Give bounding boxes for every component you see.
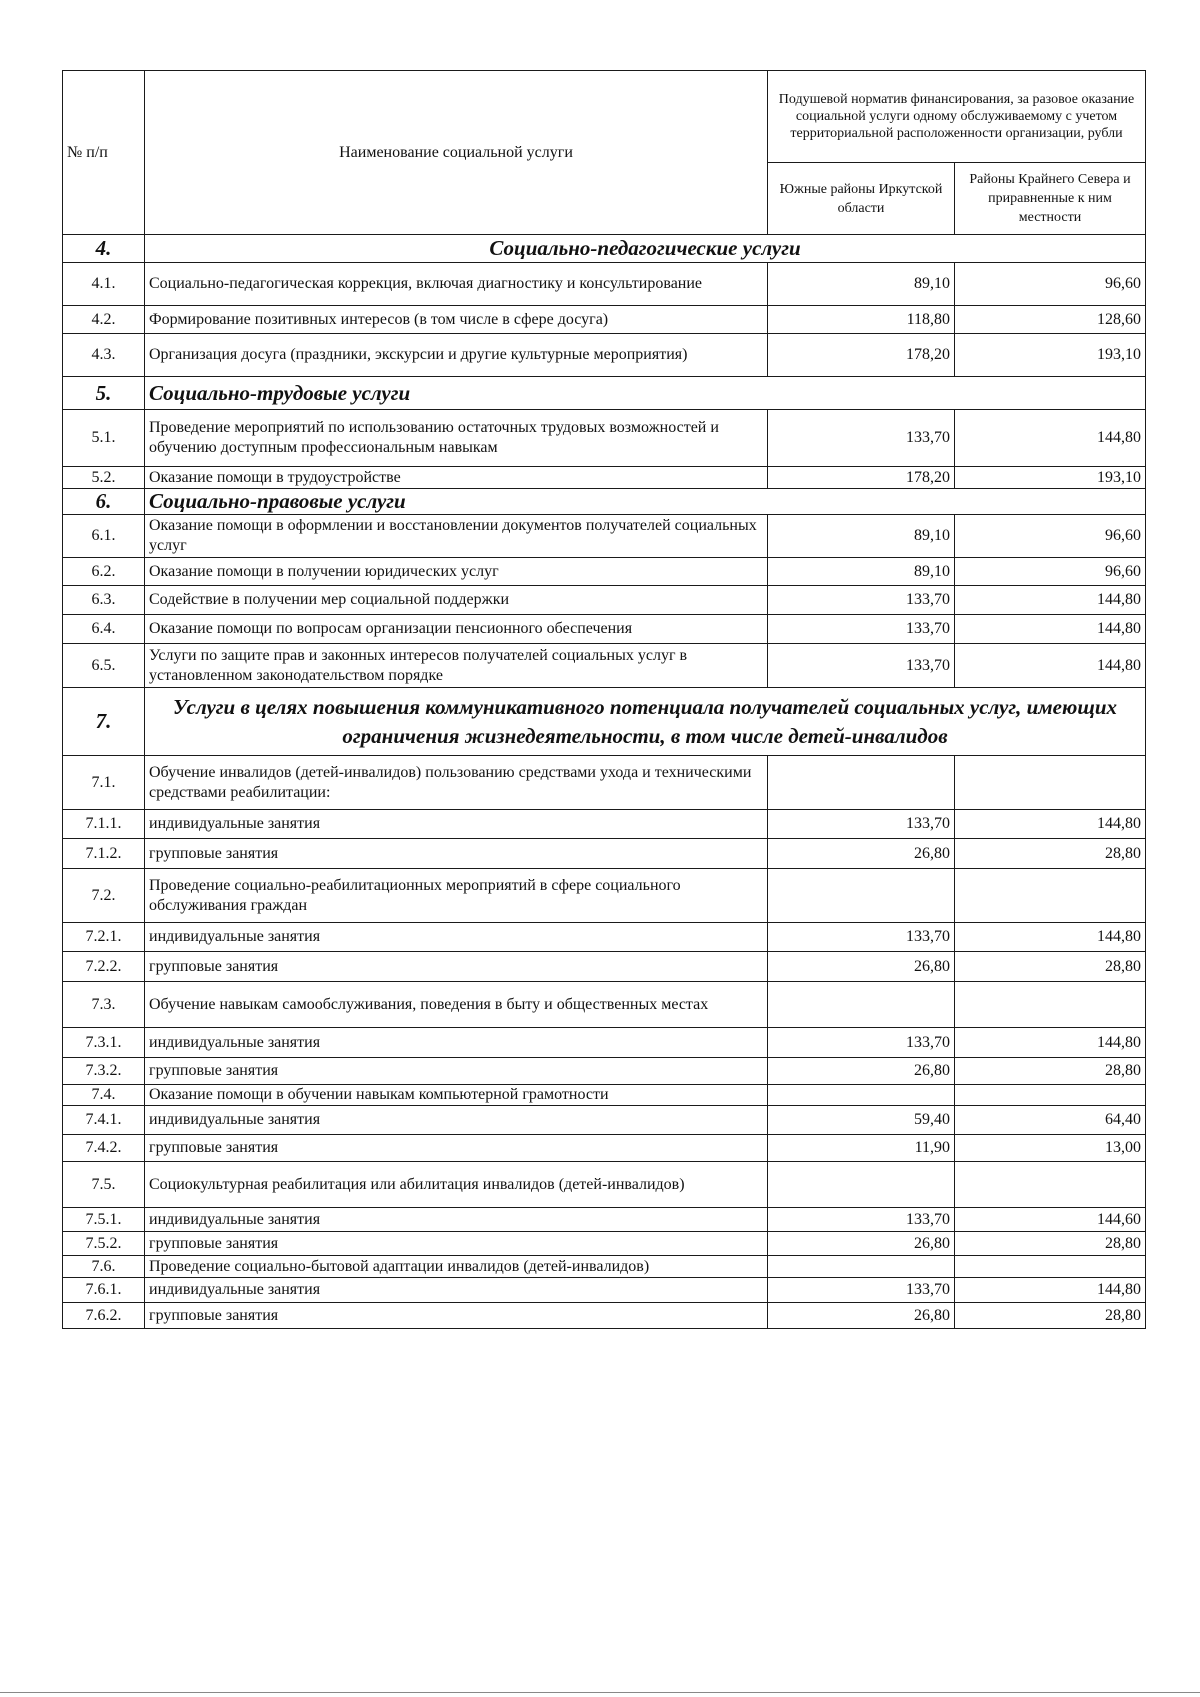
row-service-name: Оказание помощи в трудоустройстве — [145, 467, 768, 489]
row-number: 7.1.1. — [63, 810, 145, 839]
row-number: 4.3. — [63, 334, 145, 377]
row-value-south: 89,10 — [768, 558, 955, 586]
row-value-north — [955, 1085, 1146, 1106]
row-value-south: 26,80 — [768, 1232, 955, 1256]
section-title: Услуги в целях повышения коммуникативного потенциала получателей социальных услуг, имеющих ограничения жизнедеятельности, в том числе детей-инвалидов — [145, 688, 1146, 756]
row-service-name: Оказание помощи в обучении навыкам компьютерной грамотности — [145, 1085, 768, 1106]
row-number: 7.1. — [63, 756, 145, 810]
row-number: 4.2. — [63, 306, 145, 334]
table-row — [63, 586, 1146, 615]
table-body — [63, 235, 1146, 1329]
row-value-north: 144,80 — [955, 615, 1146, 644]
row-value-north: 193,10 — [955, 467, 1146, 489]
table-row — [63, 952, 1146, 982]
table-row — [63, 1208, 1146, 1232]
row-value-north: 128,60 — [955, 306, 1146, 334]
row-value-south: 118,80 — [768, 306, 955, 334]
row-value-south: 178,20 — [768, 334, 955, 377]
table-row — [63, 263, 1146, 306]
row-number: 6.1. — [63, 515, 145, 558]
row-value-north: 28,80 — [955, 1232, 1146, 1256]
row-value-north — [955, 869, 1146, 923]
row-value-south: 133,70 — [768, 644, 955, 688]
section-title: Социально-педагогические услуги — [145, 235, 1146, 263]
row-value-south: 133,70 — [768, 923, 955, 952]
section-number: 4. — [63, 235, 145, 263]
row-number: 7.3. — [63, 982, 145, 1028]
table-row — [63, 467, 1146, 489]
table-row — [63, 810, 1146, 839]
row-value-south: 133,70 — [768, 1028, 955, 1058]
row-number: 7.6.2. — [63, 1303, 145, 1329]
row-number: 7.2.1. — [63, 923, 145, 952]
row-service-name: групповые занятия — [145, 1058, 768, 1085]
table-row — [63, 410, 1146, 467]
row-value-north — [955, 756, 1146, 810]
row-service-name: индивидуальные занятия — [145, 923, 768, 952]
row-value-south: 133,70 — [768, 1278, 955, 1303]
row-number: 7.2.2. — [63, 952, 145, 982]
row-number: 7.5.2. — [63, 1232, 145, 1256]
row-value-north: 13,00 — [955, 1135, 1146, 1162]
header-north: Районы Крайнего Севера и приравненные к ним местности — [955, 163, 1146, 235]
row-value-south: 26,80 — [768, 1303, 955, 1329]
row-service-name: Услуги по защите прав и законных интересов получателей социальных услуг в установленном законодательством порядке — [145, 644, 768, 688]
row-service-name: Социокультурная реабилитация или абилитация инвалидов (детей-инвалидов) — [145, 1162, 768, 1208]
row-value-north: 144,60 — [955, 1208, 1146, 1232]
row-number: 7.3.2. — [63, 1058, 145, 1085]
row-value-south — [768, 1162, 955, 1208]
row-value-north: 144,80 — [955, 1028, 1146, 1058]
row-value-south: 133,70 — [768, 810, 955, 839]
row-number: 7.2. — [63, 869, 145, 923]
row-service-name: групповые занятия — [145, 1232, 768, 1256]
header-name: Наименование социальной услуги — [145, 71, 768, 235]
row-service-name: индивидуальные занятия — [145, 1208, 768, 1232]
row-service-name: индивидуальные занятия — [145, 810, 768, 839]
header-num: № п/п — [63, 71, 145, 235]
row-number: 7.6.1. — [63, 1278, 145, 1303]
section-row — [63, 377, 1146, 410]
table-row — [63, 1085, 1146, 1106]
row-number: 7.5.1. — [63, 1208, 145, 1232]
row-value-north — [955, 1256, 1146, 1278]
section-row — [63, 688, 1146, 756]
table-row — [63, 1058, 1146, 1085]
row-value-south — [768, 982, 955, 1028]
page-bottom-rule — [0, 1692, 1200, 1693]
row-value-north: 144,80 — [955, 644, 1146, 688]
table-row — [63, 756, 1146, 810]
row-value-north: 64,40 — [955, 1106, 1146, 1135]
section-number: 5. — [63, 377, 145, 410]
row-number: 7.3.1. — [63, 1028, 145, 1058]
row-service-name: Проведение социально-бытовой адаптации инвалидов (детей-инвалидов) — [145, 1256, 768, 1278]
row-value-south: 89,10 — [768, 263, 955, 306]
section-number: 6. — [63, 489, 145, 515]
row-value-south: 26,80 — [768, 952, 955, 982]
section-title: Социально-трудовые услуги — [145, 377, 1146, 410]
row-number: 6.2. — [63, 558, 145, 586]
row-number: 5.2. — [63, 467, 145, 489]
row-value-south: 133,70 — [768, 1208, 955, 1232]
row-value-north: 28,80 — [955, 839, 1146, 869]
row-service-name: индивидуальные занятия — [145, 1278, 768, 1303]
row-service-name: Проведение социально-реабилитационных мероприятий в сфере социального обслуживания граждан — [145, 869, 768, 923]
row-service-name: групповые занятия — [145, 839, 768, 869]
row-value-south — [768, 1085, 955, 1106]
row-value-south — [768, 1256, 955, 1278]
table-row — [63, 334, 1146, 377]
row-value-south: 26,80 — [768, 839, 955, 869]
row-value-south: 11,90 — [768, 1135, 955, 1162]
section-row — [63, 235, 1146, 263]
row-number: 4.1. — [63, 263, 145, 306]
row-number: 7.4.1. — [63, 1106, 145, 1135]
row-service-name: Социально-педагогическая коррекция, включая диагностику и консультирование — [145, 263, 768, 306]
row-value-south: 178,20 — [768, 467, 955, 489]
table-row — [63, 558, 1146, 586]
row-number: 5.1. — [63, 410, 145, 467]
row-value-south: 26,80 — [768, 1058, 955, 1085]
row-number: 7.1.2. — [63, 839, 145, 869]
services-table — [62, 70, 1146, 1329]
table-row — [63, 1135, 1146, 1162]
row-value-north: 144,80 — [955, 410, 1146, 467]
row-service-name: Содействие в получении мер социальной поддержки — [145, 586, 768, 615]
row-value-south — [768, 756, 955, 810]
row-value-north: 144,80 — [955, 586, 1146, 615]
row-service-name: Формирование позитивных интересов (в том числе в сфере досуга) — [145, 306, 768, 334]
table-row — [63, 515, 1146, 558]
row-service-name: Оказание помощи в получении юридических услуг — [145, 558, 768, 586]
table-row — [63, 1232, 1146, 1256]
row-number: 6.4. — [63, 615, 145, 644]
row-value-north: 96,60 — [955, 263, 1146, 306]
row-service-name: Организация досуга (праздники, экскурсии и другие культурные мероприятия) — [145, 334, 768, 377]
table-row — [63, 1106, 1146, 1135]
table-row — [63, 839, 1146, 869]
row-value-north: 28,80 — [955, 952, 1146, 982]
row-value-south — [768, 869, 955, 923]
row-value-north: 28,80 — [955, 1303, 1146, 1329]
row-service-name: индивидуальные занятия — [145, 1106, 768, 1135]
row-service-name: Обучение навыкам самообслуживания, поведения в быту и общественных местах — [145, 982, 768, 1028]
table-row — [63, 1162, 1146, 1208]
row-value-north: 144,80 — [955, 923, 1146, 952]
table-row — [63, 1278, 1146, 1303]
row-value-north: 144,80 — [955, 810, 1146, 839]
section-number: 7. — [63, 688, 145, 756]
row-number: 7.4.2. — [63, 1135, 145, 1162]
row-value-north: 96,60 — [955, 515, 1146, 558]
row-service-name: Оказание помощи в оформлении и восстановлении документов получателей социальных услуг — [145, 515, 768, 558]
table-row — [63, 306, 1146, 334]
row-service-name: групповые занятия — [145, 952, 768, 982]
row-value-north: 193,10 — [955, 334, 1146, 377]
row-service-name: индивидуальные занятия — [145, 1028, 768, 1058]
table-row — [63, 982, 1146, 1028]
row-value-north: 144,80 — [955, 1278, 1146, 1303]
table-row — [63, 1256, 1146, 1278]
section-row — [63, 489, 1146, 515]
row-value-south: 133,70 — [768, 586, 955, 615]
row-number: 7.6. — [63, 1256, 145, 1278]
row-service-name: Оказание помощи по вопросам организации пенсионного обеспечения — [145, 615, 768, 644]
row-number: 7.5. — [63, 1162, 145, 1208]
header-norm: Подушевой норматив финансирования, за разовое оказание социальной услуги одному обслуживаемому с учетом территориальной расположенности организации, рубли — [768, 71, 1146, 163]
row-value-north — [955, 1162, 1146, 1208]
row-number: 7.4. — [63, 1085, 145, 1106]
row-service-name: Обучение инвалидов (детей-инвалидов) пользованию средствами ухода и техническими средствами реабилитации: — [145, 756, 768, 810]
row-value-north — [955, 982, 1146, 1028]
table-row — [63, 644, 1146, 688]
table-row — [63, 1303, 1146, 1329]
row-value-north: 96,60 — [955, 558, 1146, 586]
section-title: Социально-правовые услуги — [145, 489, 1146, 515]
row-value-south: 133,70 — [768, 410, 955, 467]
row-service-name: групповые занятия — [145, 1135, 768, 1162]
table-row — [63, 615, 1146, 644]
row-number: 6.5. — [63, 644, 145, 688]
table-row — [63, 869, 1146, 923]
table-row — [63, 1028, 1146, 1058]
row-value-north: 28,80 — [955, 1058, 1146, 1085]
row-value-south: 89,10 — [768, 515, 955, 558]
row-value-south: 59,40 — [768, 1106, 955, 1135]
row-value-south: 133,70 — [768, 615, 955, 644]
row-service-name: групповые занятия — [145, 1303, 768, 1329]
table-row — [63, 923, 1146, 952]
row-number: 6.3. — [63, 586, 145, 615]
header-south: Южные районы Иркутской области — [768, 163, 955, 235]
row-service-name: Проведение мероприятий по использованию остаточных трудовых возможностей и обучению доступным профессиональным навыкам — [145, 410, 768, 467]
